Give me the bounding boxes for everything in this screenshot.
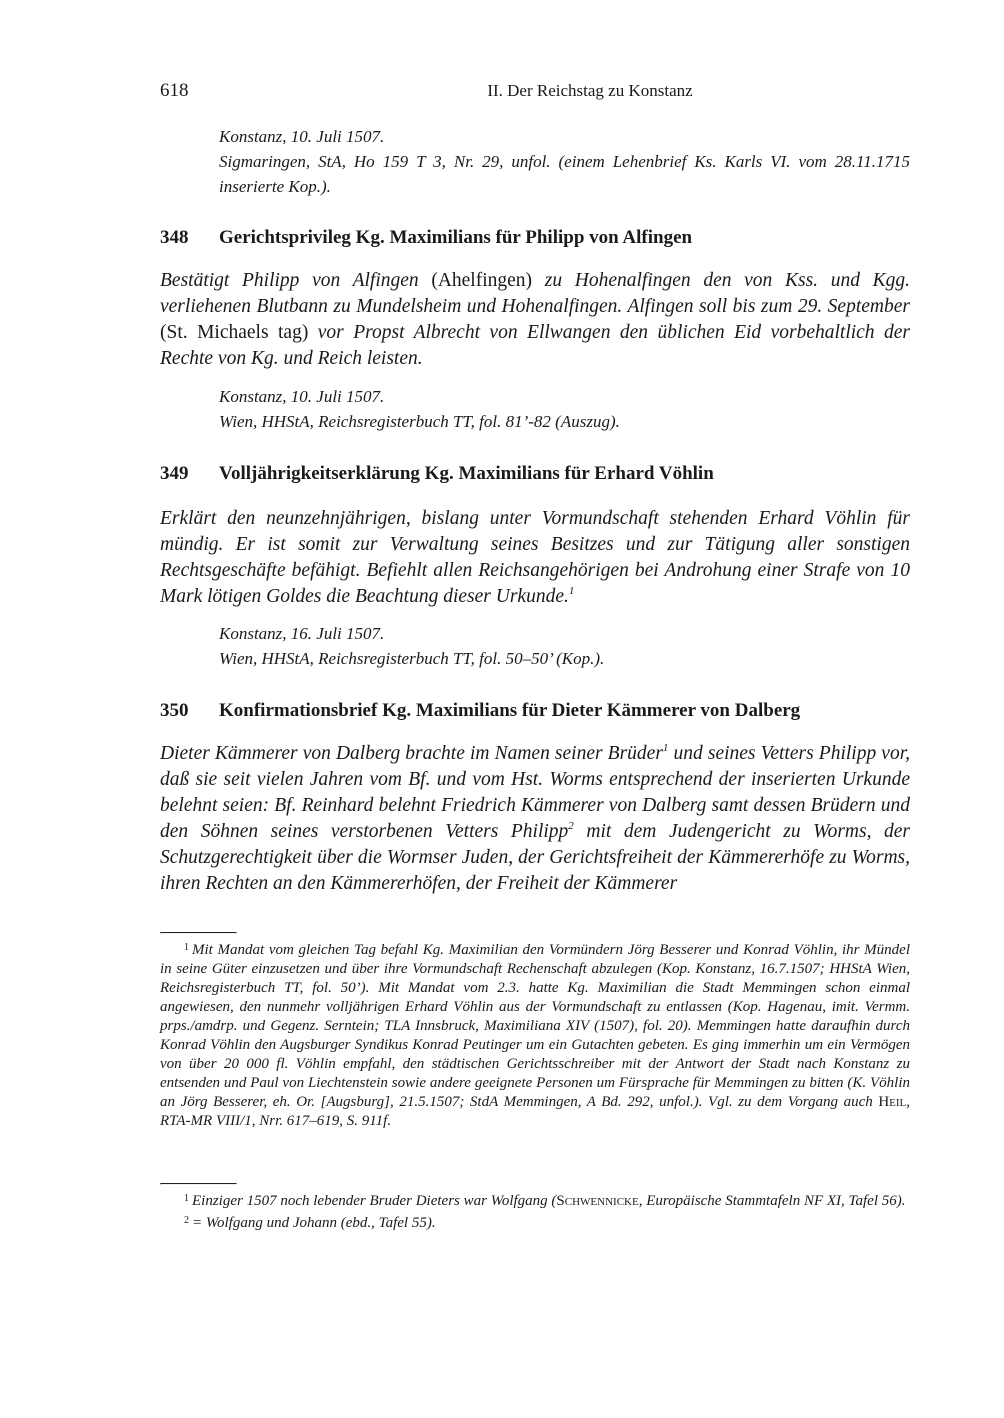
- entry-source: [219, 621, 910, 671]
- footnote-ref[interactable]: 1: [568, 585, 575, 597]
- footnote-rule: [160, 1183, 237, 1185]
- source-date: Konstanz, 10. Juli 1507.: [219, 127, 385, 146]
- footnote-mark: 1: [184, 942, 189, 953]
- page-number: 618: [160, 80, 189, 101]
- entry-title: Gerichtsprivileg Kg. Maximilians für Philipp von Alfingen: [219, 227, 693, 248]
- footnote-text: Mit Mandat vom gleichen Tag befahl Kg. Maximilian den Vormündern Jörg Besserer und Konrad Vöhlin, ihr Mündel in seine Güter einzusetzen und über ihre Vormundschaft Rechenschaft abzulegen (Kop. Konstanz, 16.7.1507; HHStA Wien, Reichsregisterbuch TT, fol. 50’). Mit Mandat vom 2.3. hatte Kg. Maximilian die Stadt Memmingen schon einmal angewiesen, den nunmehr volljährigen Erhard Vöhlin aus der Vormundschaft zu entlassen (Kop. Hagenau, imit. Vermm. prps./amdrp. und Gegenz. Serntein; TLA Innsbruck, Maximiliana XIV (1507), fol. 20). Memmingen hatte daraufhin durch Konrad Vöhlin den Augsburger Syndikus Konrad Peutinger um ein Gutachten gebeten. Es ging immerhin um ein Vermögen von über 20 000 fl. Vöhlin empfahl, den städtischen Gerichtsschreiber mit der Antwort der Stadt nach Konstanz zu entsenden und Paul von Liechtenstein sowie andere geeignete Personen um Fürsprache für Memmingen zu bitten (K. Vöhlin an Jörg Besserer, eh. Or. [Augsburg], 21.5.1507; StdA Memmingen, A Bd. 292, unfol.). Vgl. zu dem Vorgang auch: [160, 942, 910, 1110]
- entry-regest: [160, 268, 910, 372]
- footnote-rule: [160, 932, 237, 934]
- entry-source: [219, 384, 910, 434]
- footnote: [160, 1189, 910, 1211]
- footnote-mark: 1: [184, 1193, 189, 1204]
- top-source: [219, 124, 910, 199]
- footnote-tail: , RTA-MR VIII/1, Nrr. 617–619, S. 911f.: [160, 1094, 911, 1129]
- regest-text: vor Propst Albrecht von Ellwangen den üblichen Eid vorbehaltlich der Rechte von Kg. und Reich leisten.: [160, 322, 910, 369]
- footnote-text: Einziger 1507 noch lebender Bruder Dieters war Wolfgang (: [192, 1193, 557, 1209]
- entry-regest: [160, 506, 910, 610]
- entry-heading: [160, 700, 910, 722]
- footnote-tail: , Europäische Stammtafeln NF XI, Tafel 56).: [638, 1193, 906, 1209]
- entry-number: 349: [160, 463, 189, 484]
- entry-title: Konfirmationsbrief Kg. Maximilians für Dieter Kämmerer von Dalberg: [219, 700, 801, 721]
- regest-text: Dieter Kämmerer von Dalberg brachte im Namen seiner Brüder: [160, 743, 663, 764]
- entry-title: Volljährigkeitserklärung Kg. Maximilians für Erhard Vöhlin: [219, 463, 714, 484]
- footnote: [160, 938, 910, 1131]
- footnote-author: Schwennicke: [556, 1193, 639, 1209]
- regest-text: zu Hohenalfingen den von Kss. und Kgg. verliehenen Blutbann zu Mundelsheim und Hohenalfingen. Alfingen soll bis zum 29. September: [160, 270, 911, 317]
- footnotes-350: [160, 1183, 910, 1233]
- running-title: II. Der Reichstag zu Konstanz: [487, 81, 693, 100]
- regest-text: mit dem Judengericht zu Worms, der Schutzgerechtigkeit über die Wormser Juden, der Gerichtsfreiheit der Kämmererhöfe zu Worms, ihren Rechten an den Kämmererhöfen, der Freiheit der Kämmerer: [160, 821, 911, 894]
- entry-regest: [160, 741, 910, 897]
- entry-heading: [160, 227, 910, 249]
- footnotes-349: [160, 932, 910, 1131]
- regest-text: (Ahelfingen): [431, 270, 533, 291]
- footnote-text: = Wolfgang und Johann (ebd., Tafel 55).: [192, 1215, 436, 1231]
- source-archive: Sigmaringen, StA, Ho 159 T 3, Nr. 29, unfol. (einem Lehenbrief Ks. Karls VI. vom 28.11.1715 inserierte Kop.).: [219, 152, 910, 196]
- regest-text: (St. Michaels tag): [160, 322, 309, 343]
- running-head: [160, 80, 910, 106]
- regest-text: Bestätigt Philipp von Alfingen: [160, 270, 419, 291]
- entry-heading: [160, 463, 910, 485]
- entry-number: 348: [160, 227, 189, 248]
- source-archive: Wien, HHStA, Reichsregisterbuch TT, fol. 81’-82 (Auszug).: [219, 412, 620, 431]
- footnote-author: Heil: [878, 1094, 907, 1110]
- footnote-ref[interactable]: 2: [568, 820, 574, 832]
- entry-number: 350: [160, 700, 189, 721]
- footnote: [160, 1211, 910, 1233]
- source-archive: Wien, HHStA, Reichsregisterbuch TT, fol. 50–50’ (Kop.).: [219, 649, 605, 668]
- source-date: Konstanz, 16. Juli 1507.: [219, 624, 385, 643]
- regest-text: und seines Vetters Philipp vor, daß sie seit vielen Jahren vom Bf. und vom Hst. Worms entsprechend der inserierten Urkunde belehnt seien: Bf. Reinhard belehnt Friedrich Kämmerer von Dalberg samt dessen Brüdern und den Söhnen seines verstorbenen Vetters Philipp: [160, 743, 910, 842]
- source-date: Konstanz, 10. Juli 1507.: [219, 387, 385, 406]
- footnote-mark: 2: [184, 1215, 189, 1226]
- regest-text: Erklärt den neunzehnjährigen, bislang unter Vormundschaft stehenden Erhard Vöhlin für mündig. Er ist somit zur Verwaltung seines Besitzes und zur Tätigung aller sonstigen Rechtsgeschäfte befähigt. Befiehlt allen Reichsangehörigen bei Androhung einer Strafe von 10 Mark lötigen Goldes die Beachtung dieser Urkunde.: [160, 508, 910, 607]
- footnote-ref[interactable]: 1: [662, 742, 669, 754]
